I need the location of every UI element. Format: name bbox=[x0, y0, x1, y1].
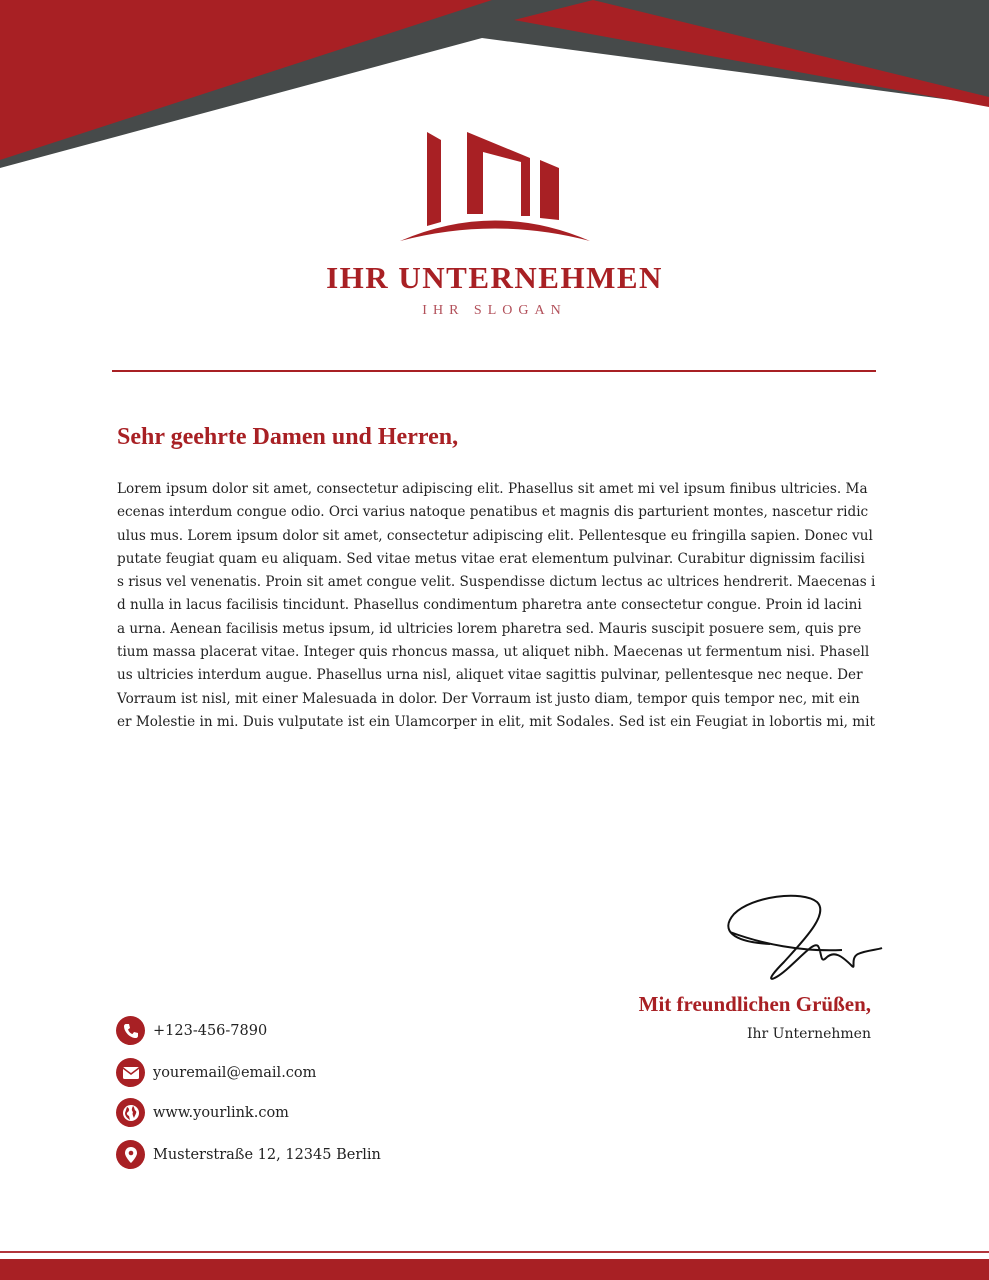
closing-name: Ihr Unternehmen bbox=[746, 1026, 871, 1042]
address-text: Musterstraße 12, 12345 Berlin bbox=[153, 1146, 381, 1163]
letter-body bbox=[117, 478, 877, 734]
phone-icon bbox=[116, 1016, 145, 1045]
footer-band bbox=[0, 1259, 989, 1280]
company-name: IHR UNTERNEHMEN bbox=[326, 260, 663, 295]
body-line: ecenas interdum congue odio. Orci varius natoque penatibus et magnis dis parturient montes, nascetur ridic bbox=[117, 504, 869, 521]
letter-greeting: Sehr geehrte Damen und Herren, bbox=[117, 424, 459, 450]
body-line: s risus vel venenatis. Proin sit amet congue velit. Suspendisse dictum lectus ac ultrices hendrerit. Maecenas i bbox=[117, 574, 876, 591]
globe-icon bbox=[116, 1098, 145, 1127]
contact-phone bbox=[116, 1016, 267, 1045]
contact-website bbox=[116, 1098, 289, 1127]
header-divider bbox=[112, 370, 876, 372]
website-link[interactable]: www.yourlink.com bbox=[153, 1104, 289, 1121]
location-icon bbox=[116, 1140, 145, 1169]
company-logo bbox=[395, 128, 595, 246]
contact-address bbox=[116, 1140, 381, 1169]
contact-email bbox=[116, 1058, 316, 1087]
body-line: us ultricies interdum augue. Phasellus urna nisl, aliquet vitae sagittis pulvinar, pellentesque nec neque. Der bbox=[117, 667, 863, 684]
body-line: putate feugiat quam eu aliquam. Sed vitae metus vitae erat elementum pulvinar. Curabitur dignissim facilisi bbox=[117, 550, 865, 567]
body-line: Lorem ipsum dolor sit amet, consectetur adipiscing elit. Phasellus sit amet mi vel ipsum finibus ultricies. Ma bbox=[117, 481, 868, 497]
body-line: Vorraum ist nisl, mit einer Malesuada in dolor. Der Vorraum ist justo diam, tempor quis tempor nec, mit ein bbox=[117, 690, 860, 707]
footer-line bbox=[0, 1251, 989, 1253]
body-line: tium massa placerat vitae. Integer quis rhoncus massa, ut aliquet nibh. Maecenas ut fermentum nisi. Phasell bbox=[117, 644, 870, 661]
body-line: d nulla in lacus facilisis tincidunt. Phasellus condimentum pharetra ante consectetur congue. Proin id lacini bbox=[117, 597, 862, 614]
email-text[interactable]: youremail@email.com bbox=[153, 1064, 317, 1081]
company-slogan: IHR SLOGAN bbox=[422, 303, 567, 318]
body-line: er Molestie in mi. Duis vulputate ist ein Ulamcorper in elit, mit Sodales. Sed ist ein Feugiat in lobortis mi, mit bbox=[117, 713, 875, 730]
body-line: a urna. Aenean facilisis metus ipsum, id ultricies lorem pharetra sed. Mauris suscipit posuere sem, quis pre bbox=[117, 620, 862, 637]
email-icon bbox=[116, 1058, 145, 1087]
signature bbox=[722, 892, 887, 984]
closing-text: Mit freundlichen Grüßen, bbox=[638, 992, 871, 1016]
phone-text[interactable]: +123-456-7890 bbox=[153, 1022, 268, 1039]
body-line: ulus mus. Lorem ipsum dolor sit amet, consectetur adipiscing elit. Pellentesque eu fringilla sapien. Donec vul bbox=[117, 527, 873, 544]
